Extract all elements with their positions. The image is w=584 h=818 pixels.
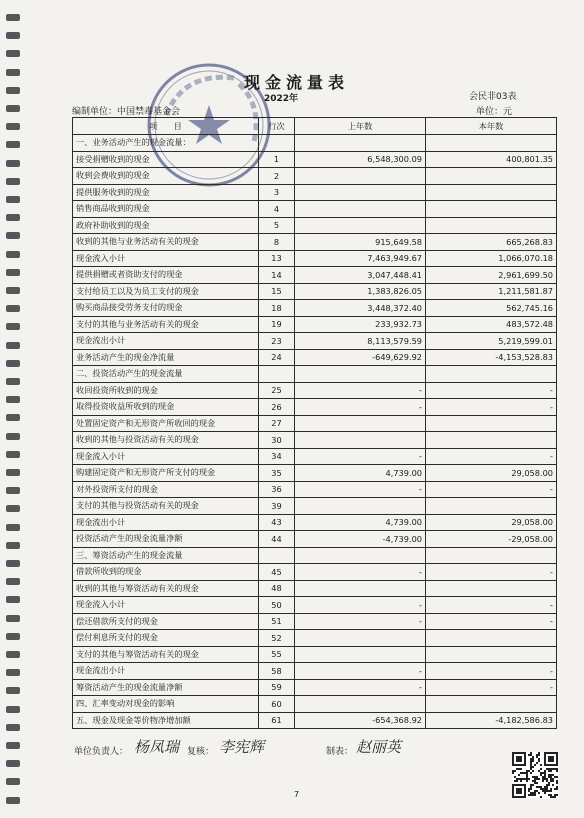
row-prev-year-amount: 8,113,579.59 bbox=[295, 333, 426, 350]
row-prev-year-amount: -654,368.92 bbox=[295, 712, 426, 729]
unit-head-signature: 杨凤瑞 bbox=[134, 738, 180, 756]
table-row bbox=[73, 300, 557, 317]
table-body bbox=[73, 135, 557, 729]
binding-hole bbox=[6, 287, 20, 294]
row-prev-year-amount bbox=[295, 547, 426, 564]
row-line-no: 19 bbox=[259, 316, 295, 333]
row-curr-year-amount: -4,153,528.83 bbox=[426, 349, 557, 366]
row-line-no: 14 bbox=[259, 267, 295, 284]
row-prev-year-amount: - bbox=[295, 679, 426, 696]
table-row bbox=[73, 712, 557, 729]
row-prev-year-amount bbox=[295, 201, 426, 218]
preparer-label: 制表： bbox=[326, 747, 354, 757]
unit-head-label: 单位负责人： bbox=[74, 747, 129, 757]
row-curr-year-amount: 483,572.48 bbox=[426, 316, 557, 333]
row-curr-year-amount: - bbox=[426, 564, 557, 581]
row-curr-year-amount bbox=[426, 630, 557, 647]
binding-hole bbox=[6, 414, 20, 421]
row-curr-year-amount: 1,211,581.87 bbox=[426, 283, 557, 300]
table-row bbox=[73, 432, 557, 449]
form-number: 会民非03表 bbox=[469, 92, 517, 102]
row-item-label: 收到会费收到的现金 bbox=[73, 168, 259, 185]
table-row bbox=[73, 679, 557, 696]
binding-hole bbox=[6, 615, 20, 622]
row-line-no: 58 bbox=[259, 663, 295, 680]
table-row bbox=[73, 151, 557, 168]
row-line-no: 5 bbox=[259, 217, 295, 234]
binding-hole bbox=[6, 451, 20, 458]
row-prev-year-amount: - bbox=[295, 663, 426, 680]
row-prev-year-amount: 4,739.00 bbox=[295, 514, 426, 531]
row-item-label: 政府补助收到的现金 bbox=[73, 217, 259, 234]
binding-hole bbox=[6, 633, 20, 640]
row-item-label: 现金流入小计 bbox=[73, 250, 259, 267]
row-prev-year-amount: - bbox=[295, 382, 426, 399]
row-line-no: 44 bbox=[259, 531, 295, 548]
row-item-label: 偿还借款所支付的现金 bbox=[73, 613, 259, 630]
row-line-no: 35 bbox=[259, 465, 295, 482]
binding-hole bbox=[6, 578, 20, 585]
row-curr-year-amount: 400,801.35 bbox=[426, 151, 557, 168]
binding-hole bbox=[6, 123, 20, 130]
binding-hole bbox=[6, 305, 20, 312]
binding-hole bbox=[6, 378, 20, 385]
row-prev-year-amount bbox=[295, 366, 426, 383]
row-curr-year-amount bbox=[426, 498, 557, 515]
row-prev-year-amount: 7,463,949.67 bbox=[295, 250, 426, 267]
row-curr-year-amount: - bbox=[426, 679, 557, 696]
row-line-no: 13 bbox=[259, 250, 295, 267]
row-curr-year-amount bbox=[426, 217, 557, 234]
table-row bbox=[73, 399, 557, 416]
row-item-label: 业务活动产生的现金净流量 bbox=[73, 349, 259, 366]
binding-hole bbox=[6, 323, 20, 330]
row-line-no: 61 bbox=[259, 712, 295, 729]
row-line-no: 1 bbox=[259, 151, 295, 168]
binding-hole bbox=[6, 269, 20, 276]
row-curr-year-amount: 5,219,599.01 bbox=[426, 333, 557, 350]
row-curr-year-amount: - bbox=[426, 448, 557, 465]
row-item-label: 偿付利息所支付的现金 bbox=[73, 630, 259, 647]
document-page bbox=[34, 0, 584, 818]
binding-hole bbox=[6, 760, 20, 767]
row-curr-year-amount: - bbox=[426, 399, 557, 416]
row-curr-year-amount: 2,961,699.50 bbox=[426, 267, 557, 284]
binding-hole bbox=[6, 778, 20, 785]
row-curr-year-amount: 1,066,070.18 bbox=[426, 250, 557, 267]
row-line-no: 45 bbox=[259, 564, 295, 581]
row-line-no: 24 bbox=[259, 349, 295, 366]
header-item: 项 目 bbox=[73, 118, 259, 135]
row-item-label: 现金流出小计 bbox=[73, 514, 259, 531]
row-line-no bbox=[259, 547, 295, 564]
row-curr-year-amount: 29,058.00 bbox=[426, 465, 557, 482]
table-row bbox=[73, 267, 557, 284]
row-prev-year-amount: - bbox=[295, 399, 426, 416]
row-item-label: 二、投资活动产生的现金流量 bbox=[73, 366, 259, 383]
cash-flow-table bbox=[72, 117, 557, 729]
binding-hole bbox=[6, 524, 20, 531]
binding-hole bbox=[6, 50, 20, 57]
row-line-no: 15 bbox=[259, 283, 295, 300]
binding-hole bbox=[6, 669, 20, 676]
row-curr-year-amount: - bbox=[426, 613, 557, 630]
row-line-no: 4 bbox=[259, 201, 295, 218]
row-item-label: 提供捐赠或者资助支付的现金 bbox=[73, 267, 259, 284]
binding-hole bbox=[6, 14, 20, 21]
binding-hole bbox=[6, 596, 20, 603]
row-curr-year-amount: - bbox=[426, 663, 557, 680]
row-curr-year-amount: 29,058.00 bbox=[426, 514, 557, 531]
row-line-no: 8 bbox=[259, 234, 295, 251]
row-prev-year-amount bbox=[295, 432, 426, 449]
binding-hole bbox=[6, 360, 20, 367]
table-row bbox=[73, 382, 557, 399]
row-line-no: 25 bbox=[259, 382, 295, 399]
row-item-label: 对外投资所支付的现金 bbox=[73, 481, 259, 498]
row-item-label: 现金流入小计 bbox=[73, 597, 259, 614]
preparer-signature: 赵丽英 bbox=[356, 738, 402, 756]
row-prev-year-amount: 4,739.00 bbox=[295, 465, 426, 482]
binding-hole bbox=[6, 542, 20, 549]
row-item-label: 现金流入小计 bbox=[73, 448, 259, 465]
table-row bbox=[73, 663, 557, 680]
row-line-no: 34 bbox=[259, 448, 295, 465]
row-line-no: 27 bbox=[259, 415, 295, 432]
row-item-label: 三、筹资活动产生的现金流量 bbox=[73, 547, 259, 564]
row-item-label: 处置固定资产和无形资产所收回的现金 bbox=[73, 415, 259, 432]
row-item-label: 收回投资所收到的现金 bbox=[73, 382, 259, 399]
table-header-row bbox=[73, 118, 557, 135]
row-prev-year-amount bbox=[295, 630, 426, 647]
table-row bbox=[73, 646, 557, 663]
row-line-no: 52 bbox=[259, 630, 295, 647]
binding-hole bbox=[6, 396, 20, 403]
report-title: 现金流量表 bbox=[244, 73, 350, 92]
row-line-no bbox=[259, 135, 295, 152]
table-row bbox=[73, 250, 557, 267]
row-prev-year-amount bbox=[295, 184, 426, 201]
row-line-no: 26 bbox=[259, 399, 295, 416]
row-item-label: 投资活动产生的现金流量净额 bbox=[73, 531, 259, 548]
row-item-label: 收到的其他与筹资活动有关的现金 bbox=[73, 580, 259, 597]
row-curr-year-amount bbox=[426, 135, 557, 152]
row-line-no: 55 bbox=[259, 646, 295, 663]
row-prev-year-amount bbox=[295, 415, 426, 432]
row-prev-year-amount: - bbox=[295, 613, 426, 630]
binding-hole bbox=[6, 178, 20, 185]
table-row bbox=[73, 316, 557, 333]
table-row bbox=[73, 630, 557, 647]
currency-unit: 单位：元 bbox=[476, 107, 513, 117]
row-line-no bbox=[259, 366, 295, 383]
row-item-label: 支付给员工以及为员工支付的现金 bbox=[73, 283, 259, 300]
row-item-label: 提供服务收到的现金 bbox=[73, 184, 259, 201]
row-prev-year-amount: - bbox=[295, 564, 426, 581]
row-item-label: 支付的其他与筹资活动有关的现金 bbox=[73, 646, 259, 663]
table-row bbox=[73, 498, 557, 515]
binding-hole bbox=[6, 105, 20, 112]
table-row bbox=[73, 135, 557, 152]
binding-hole bbox=[6, 32, 20, 39]
table-row bbox=[73, 465, 557, 482]
table-row bbox=[73, 217, 557, 234]
binding-hole bbox=[6, 342, 20, 349]
row-item-label: 收到的其他与投资活动有关的现金 bbox=[73, 432, 259, 449]
table-row bbox=[73, 349, 557, 366]
binding-hole bbox=[6, 251, 20, 258]
binding-hole bbox=[6, 687, 20, 694]
row-curr-year-amount: - bbox=[426, 481, 557, 498]
binding-hole bbox=[6, 651, 20, 658]
table-row bbox=[73, 366, 557, 383]
row-prev-year-amount: 915,649.58 bbox=[295, 234, 426, 251]
row-prev-year-amount bbox=[295, 580, 426, 597]
table-row bbox=[73, 184, 557, 201]
binding-hole bbox=[6, 560, 20, 567]
row-curr-year-amount bbox=[426, 366, 557, 383]
header-prev-year: 上年数 bbox=[295, 118, 426, 135]
binding-hole bbox=[6, 469, 20, 476]
binding-hole bbox=[6, 196, 20, 203]
row-prev-year-amount: 3,448,372.40 bbox=[295, 300, 426, 317]
row-curr-year-amount bbox=[426, 580, 557, 597]
row-line-no: 50 bbox=[259, 597, 295, 614]
row-curr-year-amount: - bbox=[426, 597, 557, 614]
row-prev-year-amount bbox=[295, 168, 426, 185]
table-row bbox=[73, 481, 557, 498]
row-item-label: 五、现金及现金等价物净增加额 bbox=[73, 712, 259, 729]
row-item-label: 一、业务活动产生的现金流量： bbox=[73, 135, 259, 152]
row-prev-year-amount bbox=[295, 217, 426, 234]
table-row bbox=[73, 201, 557, 218]
row-prev-year-amount: 233,932.73 bbox=[295, 316, 426, 333]
row-line-no: 43 bbox=[259, 514, 295, 531]
binding-hole bbox=[6, 232, 20, 239]
row-item-label: 现金流出小计 bbox=[73, 333, 259, 350]
row-prev-year-amount bbox=[295, 646, 426, 663]
binding-hole bbox=[6, 69, 20, 76]
row-prev-year-amount: -649,629.92 bbox=[295, 349, 426, 366]
row-prev-year-amount bbox=[295, 696, 426, 713]
row-curr-year-amount: -4,182,586.83 bbox=[426, 712, 557, 729]
row-prev-year-amount: 1,383,826.05 bbox=[295, 283, 426, 300]
row-curr-year-amount: 562,745.16 bbox=[426, 300, 557, 317]
row-curr-year-amount bbox=[426, 168, 557, 185]
table-row bbox=[73, 547, 557, 564]
row-item-label: 取得投资收益所收到的现金 bbox=[73, 399, 259, 416]
row-item-label: 接受捐赠收到的现金 bbox=[73, 151, 259, 168]
table-row bbox=[73, 696, 557, 713]
row-curr-year-amount bbox=[426, 201, 557, 218]
row-curr-year-amount bbox=[426, 646, 557, 663]
binding-hole bbox=[6, 141, 20, 148]
row-line-no: 30 bbox=[259, 432, 295, 449]
row-item-label: 支付的其他与投资活动有关的现金 bbox=[73, 498, 259, 515]
row-line-no: 48 bbox=[259, 580, 295, 597]
row-curr-year-amount bbox=[426, 415, 557, 432]
table-row bbox=[73, 514, 557, 531]
row-line-no: 60 bbox=[259, 696, 295, 713]
table-row bbox=[73, 531, 557, 548]
row-curr-year-amount bbox=[426, 432, 557, 449]
table-row bbox=[73, 283, 557, 300]
row-item-label: 购买商品接受劳务支付的现金 bbox=[73, 300, 259, 317]
row-item-label: 现金流出小计 bbox=[73, 663, 259, 680]
table-row bbox=[73, 168, 557, 185]
row-prev-year-amount: -4,739.00 bbox=[295, 531, 426, 548]
row-prev-year-amount: - bbox=[295, 597, 426, 614]
row-item-label: 收到的其他与业务活动有关的现金 bbox=[73, 234, 259, 251]
row-item-label: 借款所收到的现金 bbox=[73, 564, 259, 581]
qr-code bbox=[512, 752, 558, 798]
row-item-label: 支付的其他与业务活动有关的现金 bbox=[73, 316, 259, 333]
binding-hole bbox=[6, 706, 20, 713]
row-line-no: 3 bbox=[259, 184, 295, 201]
binding-hole bbox=[6, 87, 20, 94]
row-line-no: 23 bbox=[259, 333, 295, 350]
row-prev-year-amount: 3,047,448.41 bbox=[295, 267, 426, 284]
table-row bbox=[73, 234, 557, 251]
reporting-organization: 编制单位：中国禁毒基金会 bbox=[72, 107, 181, 117]
row-curr-year-amount: - bbox=[426, 382, 557, 399]
binding-hole bbox=[6, 214, 20, 221]
table-row bbox=[73, 333, 557, 350]
row-line-no: 59 bbox=[259, 679, 295, 696]
row-line-no: 39 bbox=[259, 498, 295, 515]
row-curr-year-amount bbox=[426, 184, 557, 201]
row-curr-year-amount bbox=[426, 547, 557, 564]
row-curr-year-amount: 665,268.83 bbox=[426, 234, 557, 251]
table-row bbox=[73, 448, 557, 465]
row-prev-year-amount: - bbox=[295, 448, 426, 465]
report-year: 2022年 bbox=[264, 94, 299, 104]
table-row bbox=[73, 613, 557, 630]
binding-hole bbox=[6, 433, 20, 440]
row-line-no: 18 bbox=[259, 300, 295, 317]
table-row bbox=[73, 415, 557, 432]
table-row bbox=[73, 564, 557, 581]
row-line-no: 36 bbox=[259, 481, 295, 498]
binding-hole bbox=[6, 742, 20, 749]
row-prev-year-amount bbox=[295, 135, 426, 152]
table-row bbox=[73, 597, 557, 614]
row-curr-year-amount bbox=[426, 696, 557, 713]
page-number: 7 bbox=[294, 790, 300, 799]
header-line-no: 行次 bbox=[259, 118, 295, 135]
reviewer-label: 复核： bbox=[187, 747, 215, 757]
row-prev-year-amount: - bbox=[295, 481, 426, 498]
row-item-label: 销售商品收到的现金 bbox=[73, 201, 259, 218]
row-item-label: 四、汇率变动对现金的影响 bbox=[73, 696, 259, 713]
binding-hole bbox=[6, 487, 20, 494]
table-row bbox=[73, 580, 557, 597]
reviewer-signature: 李宪辉 bbox=[219, 738, 265, 756]
row-line-no: 51 bbox=[259, 613, 295, 630]
row-prev-year-amount: 6,548,300.09 bbox=[295, 151, 426, 168]
row-item-label: 筹资活动产生的现金流量净额 bbox=[73, 679, 259, 696]
header-curr-year: 本年数 bbox=[426, 118, 557, 135]
spiral-binding bbox=[0, 0, 30, 818]
row-item-label: 购建固定资产和无形资产所支付的现金 bbox=[73, 465, 259, 482]
binding-hole bbox=[6, 797, 20, 804]
binding-hole bbox=[6, 160, 20, 167]
row-curr-year-amount: -29,058.00 bbox=[426, 531, 557, 548]
row-prev-year-amount bbox=[295, 498, 426, 515]
binding-hole bbox=[6, 724, 20, 731]
row-line-no: 2 bbox=[259, 168, 295, 185]
binding-hole bbox=[6, 505, 20, 512]
